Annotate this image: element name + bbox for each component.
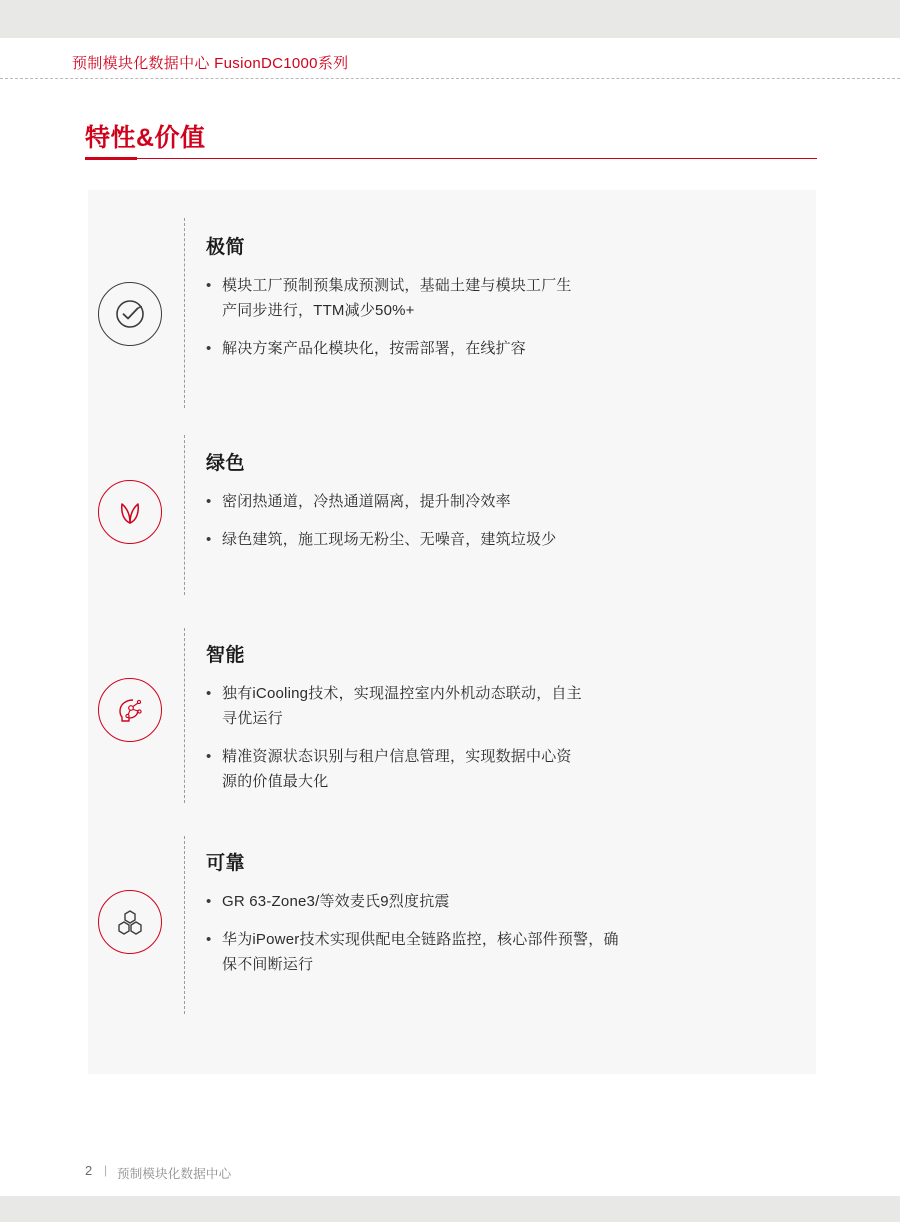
feature-name: 智能 (206, 645, 246, 666)
section-title-underline (137, 158, 817, 159)
feature-divider (184, 836, 185, 1014)
bullet-dot-icon: • (206, 931, 212, 948)
header-divider (0, 78, 900, 79)
feature-bullet-text: 精准资源状态识别与租户信息管理，实现数据中心资源的价值最大化 (222, 748, 572, 790)
feature-body (206, 232, 806, 374)
document-header-title: 预制模块化数据中心 FusionDC1000系列 (72, 55, 349, 72)
feature-bullet (206, 889, 806, 914)
ai-head-icon (98, 678, 162, 742)
bullet-dot-icon: • (206, 340, 212, 357)
top-band (0, 0, 900, 38)
feature-name: 极简 (206, 237, 246, 258)
feature-bullet-text: 模块工厂预制预集成预测试，基础土建与模块工厂生产同步进行，TTM减少50%+ (222, 277, 572, 319)
bottom-band (0, 1196, 900, 1222)
section-title: 特性&价值 (85, 124, 206, 152)
hexagon-cluster-icon (98, 890, 162, 954)
feature-name: 可靠 (206, 853, 246, 874)
feature-divider (184, 218, 185, 408)
bullet-dot-icon: • (206, 277, 212, 294)
check-circle-icon (98, 282, 162, 346)
feature-bullet-text: GR 63-Zone3/等效麦氏9烈度抗震 (222, 893, 450, 910)
section-title-underline-accent (85, 157, 137, 160)
feature-body (206, 848, 806, 990)
feature-bullet-text: 华为iPower技术实现供配电全链路监控，核心部件预警，确保不间断运行 (222, 931, 619, 973)
bullet-dot-icon: • (206, 493, 212, 510)
feature-bullet (206, 489, 806, 514)
feature-bullet (206, 273, 806, 323)
feature-bullet-text: 解决方案产品化模块化，按需部署，在线扩容 (222, 340, 527, 357)
feature-bullet-text: 独有iCooling技术，实现温控室内外机动态联动，自主寻优运行 (222, 685, 582, 727)
leaf-icon (98, 480, 162, 544)
feature-bullet-text: 绿色建筑，施工现场无粉尘、无噪音，建筑垃圾少 (222, 531, 557, 548)
feature-bullet (206, 336, 806, 361)
bullet-dot-icon: • (206, 685, 212, 702)
feature-bullet (206, 744, 806, 794)
feature-list (88, 190, 816, 1074)
footer-page-number: 2 (85, 1163, 93, 1178)
feature-bullet-text: 密闭热通道，冷热通道隔离，提升制冷效率 (222, 493, 511, 510)
footer-separator: | (104, 1163, 108, 1177)
bullet-dot-icon: • (206, 748, 212, 765)
feature-bullet (206, 527, 806, 552)
feature-bullet (206, 681, 806, 731)
feature-body (206, 448, 806, 565)
bullet-dot-icon: • (206, 531, 212, 548)
feature-divider (184, 435, 185, 595)
feature-body (206, 640, 806, 807)
feature-bullet (206, 927, 806, 977)
feature-divider (184, 628, 185, 803)
feature-name: 绿色 (206, 453, 246, 474)
bullet-dot-icon: • (206, 893, 212, 910)
footer-text: 预制模块化数据中心 (117, 1167, 232, 1181)
